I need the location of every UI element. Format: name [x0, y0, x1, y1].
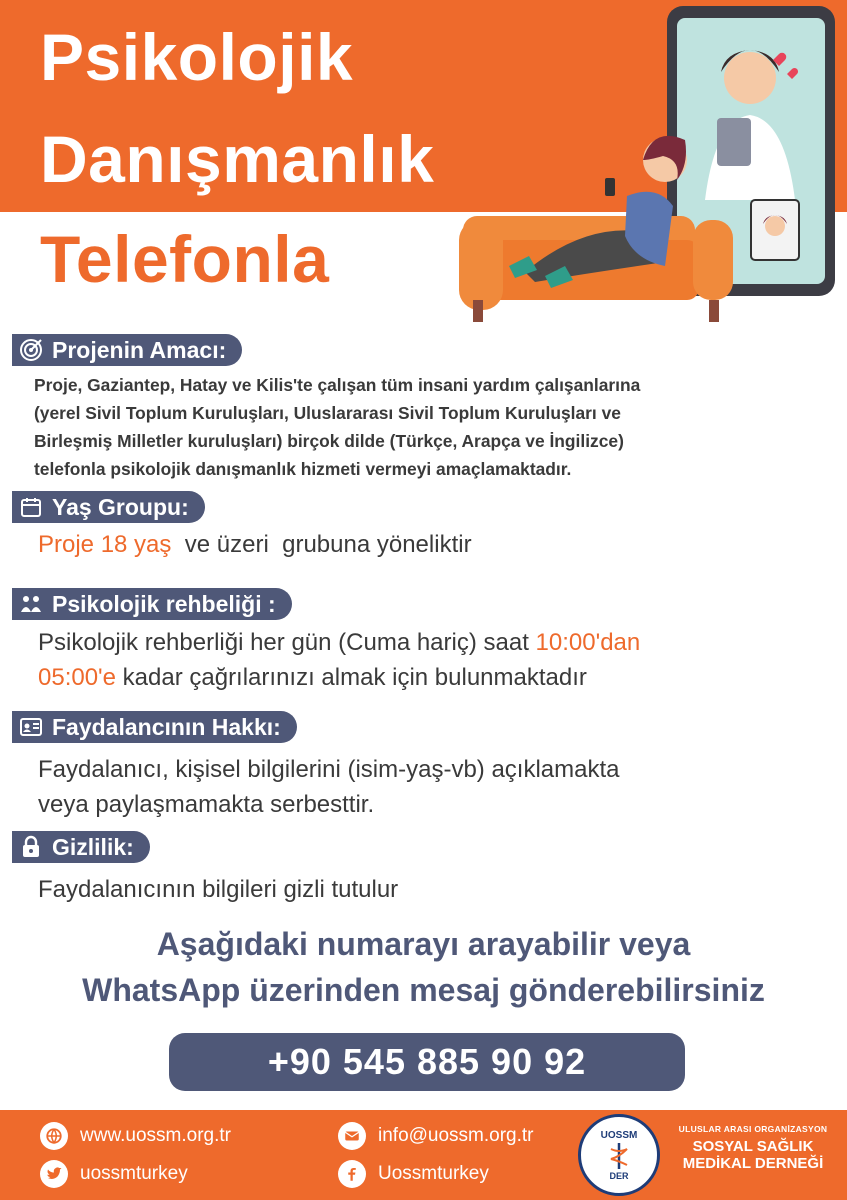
- amac-line: (yerel Sivil Toplum Kuruluşları, Uluslararası Sivil Toplum Kuruluşları ve: [34, 403, 621, 423]
- section-heading-gizlilik: [12, 831, 150, 863]
- org-line-1: ULUSLAR ARASI ORGANİZASYON: [678, 1124, 828, 1134]
- logo-bottom-text: DER: [609, 1170, 629, 1181]
- title-line-3: Telefonla: [40, 222, 330, 296]
- lock-icon: [18, 834, 44, 860]
- phone-number[interactable]: +90 545 885 90 92: [169, 1033, 685, 1091]
- counseling-illustration: [455, 0, 847, 335]
- gizlilik-text: Faydalanıcının bilgileri gizli tutulur: [38, 876, 399, 903]
- call-line-1: Aşağıdaki numarayı arayabilir veya: [156, 926, 691, 962]
- uossm-logo: [578, 1114, 660, 1196]
- footer-twitter[interactable]: [40, 1160, 188, 1188]
- rehber-line-1: [38, 625, 640, 660]
- title-line-1: Psikolojik: [40, 20, 354, 94]
- org-line-2: SOSYAL SAĞLIK: [692, 1138, 814, 1155]
- yas-rest: ve üzeri grubuna yöneliktir: [171, 531, 472, 558]
- section-heading-yas: [12, 491, 205, 523]
- amac-line: Birleşmiş Milletler kuruluşları) birçok dilde (Türkçe, Arapça ve İngilizce): [34, 431, 624, 451]
- twitter-handle[interactable]: uossmturkey: [80, 1163, 188, 1184]
- email-link[interactable]: info@uossm.org.tr: [378, 1125, 534, 1146]
- twitter-icon: [40, 1160, 68, 1188]
- yas-text: [38, 527, 472, 562]
- rehber-text-part: Psikolojik rehberliği her gün (Cuma hariç) saat: [38, 629, 536, 656]
- rehber-text: [38, 625, 640, 695]
- rehber-text-part: kadar çağrılarınızı almak için bulunmaktadır: [116, 664, 587, 691]
- section-heading-label: Projenin Amacı:: [52, 336, 227, 363]
- section-heading-label: Psikolojik rehbeliği :: [52, 590, 276, 617]
- facebook-handle[interactable]: Uossmturkey: [378, 1163, 489, 1184]
- target-icon: [18, 337, 44, 363]
- footer-facebook[interactable]: [338, 1160, 489, 1188]
- amac-line: telefonla psikolojik danışmanlık hizmeti vermeyi amaçlamaktadır.: [34, 459, 572, 479]
- call-line-2: WhatsApp üzerinden mesaj gönderebilirsiniz: [82, 972, 765, 1008]
- org-line-3: MEDİKAL DERNEĞİ: [682, 1155, 824, 1172]
- rehber-line-2: [38, 660, 640, 695]
- section-heading-label: Faydalancının Hakkı:: [52, 713, 281, 740]
- rehber-end-time: 05:00'e: [38, 664, 116, 691]
- caduceus-icon: [602, 1141, 636, 1171]
- footer-website[interactable]: [40, 1122, 231, 1150]
- yas-highlight: Proje 18 yaş: [38, 531, 172, 558]
- amac-line: Proje, Gaziantep, Hatay ve Kilis'te çalışan tüm insani yardım çalışanlarına: [34, 375, 641, 395]
- calendar-icon: [18, 494, 44, 520]
- mail-icon: [338, 1122, 366, 1150]
- section-heading-hak: [12, 711, 297, 743]
- title-line-2: Danışmanlık: [40, 122, 435, 196]
- globe-icon: [40, 1122, 68, 1150]
- amac-text: [34, 371, 824, 483]
- section-heading-rehber: [12, 588, 292, 620]
- org-name: [668, 1124, 838, 1172]
- counseling-icon: [18, 591, 44, 617]
- logo-top-text: UOSSM: [600, 1129, 638, 1141]
- section-heading-amac: [12, 334, 242, 366]
- website-link[interactable]: www.uossm.org.tr: [80, 1125, 231, 1146]
- footer-email[interactable]: [338, 1122, 534, 1150]
- section-heading-label: Yaş Groupu:: [52, 493, 189, 520]
- section-heading-label: Gizlilik:: [52, 833, 134, 860]
- hak-line: veya paylaşmamakta serbesttir.: [38, 791, 375, 818]
- hak-text: [38, 752, 620, 822]
- id-card-icon: [18, 714, 44, 740]
- hak-line: Faydalanıcı, kişisel bilgilerini (isim-yaş-vb) açıklamakta: [38, 756, 620, 783]
- facebook-icon: [338, 1160, 366, 1188]
- rehber-start-time: 10:00'dan: [535, 629, 641, 656]
